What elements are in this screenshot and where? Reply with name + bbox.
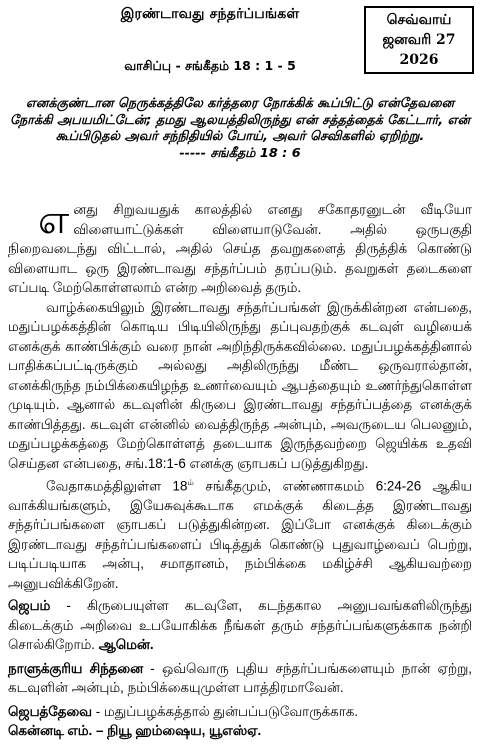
paragraph-3: [8, 473, 472, 593]
date-month-day: ஜனவரி 27: [382, 32, 456, 48]
prayer-text: - கிருபையுள்ள கடவுளே, கடந்தகால அனுபவங்களிலிருந்து கிடைக்கும் அறிவை உபயோகிக்க நீங்கள் தரும் சந்தர்ப்பங்களுக்காக நன்றி சொல்கிறோம்.: [8, 598, 472, 652]
devotional-footer: [8, 596, 472, 745]
paragraph-1: [8, 200, 472, 298]
date-weekday: செவ்வாய்: [386, 12, 452, 28]
prayer-need-label: ஜெபத்தேவை: [8, 703, 92, 719]
paragraph-1-text: னது சிறுவயதுக் காலத்தில் எனது சகோதரனுடன் வீடியோ விளையாட்டுக்கள் விளையாடுவேன். அதில் ஒருபகுதி நிறைவடைந்து விட்டால், அதில் செய்த தவறுகளைத் திருத்திக் கொண்டு விளையாட ஒரு இரண்டாவது சந்தர்ப்பம் தரப்படும். தவறுகள் தடைகளை எப்படி மேற்கொள்ளலாம் என்ற அறிவைத் தரும்.: [8, 202, 472, 295]
thought-for-day: [8, 659, 472, 698]
amen-text: ஆமென்.: [98, 637, 154, 652]
prayer-need-text: - மதுப்பழக்கத்தால் துன்பப்படுவோருக்காக.: [92, 703, 358, 719]
author-line: கென்னடி எம். – நியூ ஹம்ஷைய, யூஎஸ்ஏ.: [8, 723, 262, 738]
key-verse-reference: ----- சங்கீதம் 18 : 6: [179, 145, 301, 161]
date-year: 2026: [399, 52, 439, 68]
key-verse: [8, 96, 472, 162]
prayer: [8, 596, 472, 655]
reading-reference: வாசிப்பு - சங்கீதம் 18 : 1 - 5: [124, 58, 296, 73]
thought-text: - ஒவ்வொரு புதிய சந்தர்ப்பங்களையும் நான் ஏற்று, கடவுளின் அன்பும், நம்பிக்கையுமுள்ள பாத்திரமாவேன்.: [8, 660, 472, 695]
ordinal-suffix: ம்: [187, 478, 194, 487]
devotional-body: [8, 200, 472, 593]
page-title: இரண்டாவது சந்தர்ப்பங்கள்: [120, 6, 300, 22]
paragraph-2: வாழ்க்கையிலும் இரண்டாவது சந்தர்ப்பங்கள் இருக்கின்றன என்பதை, மதுப்பழக்கத்தின் கொடிய பிடியிலிருந்து தப்புவதற்குக் கடவுள் வழியைக் எனக்குக் காண்பிக்கும் வரை நான் அறிந்திருக்கவில்லை. மதுப்பழக்கத்தினால் பாதிக்கப்பட்டிருக்கும் அல்லது அதிலிருந்து மீண்ட ஒருவரால்தான், எனக்கிருந்த நம்பிக்கையிழந்த உணர்வையும் ஆபத்தையும் உணர்ந்துகொள்ள முடியும். ஆனால் கடவுளின் கிருபை இரண்டாவது சந்தர்ப்பத்தை எனக்குக் காண்பித்தது. கடவுள் என்னில் வைத்திருந்த அன்பும், அவருடைய பெலனும், மதுப்பழக்கத்தை மேற்கொள்ளத் தடையாக இருந்தவற்றை ஜெயிக்க உதவி செய்தன என்பதை, சங்.18:1-6 எனக்கு ஞாபகப் படுத்துகிறது.: [8, 299, 472, 471]
date-box: [364, 6, 474, 74]
thought-label: நாளுக்குரிய சிந்தனை: [8, 660, 144, 676]
paragraph-3-start: வேதாகமத்திலுள்ள 18: [46, 478, 188, 494]
prayer-need: [8, 702, 472, 722]
drop-cap-letter: எ: [38, 198, 70, 242]
paragraph-3-rest: சங்கீதமும், எண்ணாகமம் 6:24-26 ஆகிய வாக்கியங்களும், இயேசுவுக்கூடாக எமக்குக் கிடைத்த இரண்டாவது சந்தர்ப்பங்களை ஞாபகப் படுத்துகின்றன. இப்போ எனக்குக் கிடைக்கும் இரண்டாவது சந்தர்ப்பங்களைப் பிடித்துக் கொண்டு புதுவாழ்வைப் பெற்று, படிப்படியாக அன்பு, சமாதானம், நம்பிக்கை மகிழ்ச்சி ஆகியவற்றை அனுபவிக்கிறேன்.: [8, 478, 473, 591]
prayer-label: ஜெபம்: [8, 598, 51, 613]
key-verse-text: எனக்குண்டான நெருக்கத்திலே கர்த்தரை நோக்கிக் கூப்பிட்டு என்தேவனை நோக்கி அபயமிட்டேன்; தமது ஆலயத்திலிருந்து என் சத்தத்தைக் கேட்டார், என் கூப்பிடுதல் அவர் சந்நிதியில் போய், அவர் செவிகளில் ஏறிற்று.: [9, 96, 471, 144]
